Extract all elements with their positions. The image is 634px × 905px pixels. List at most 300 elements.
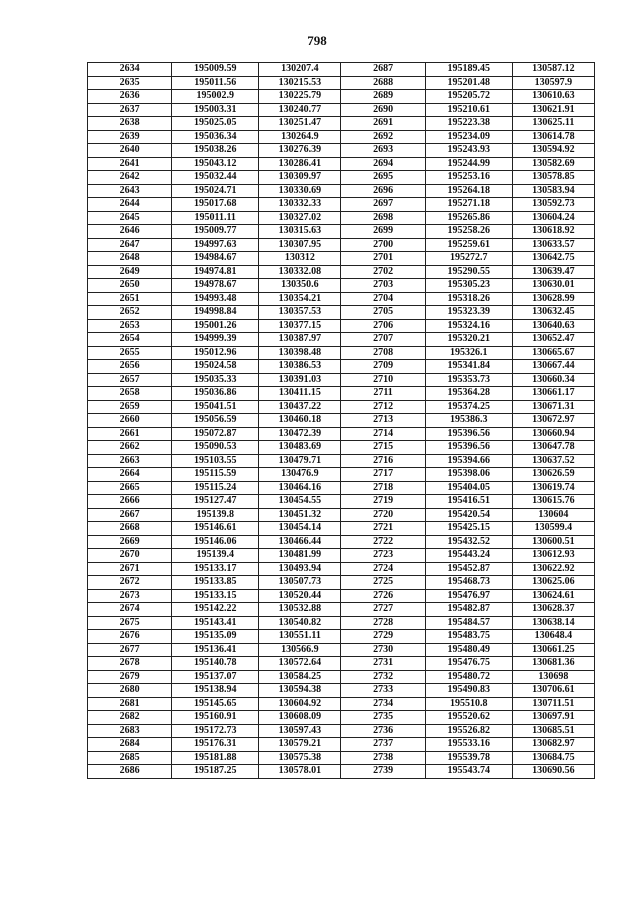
x-coordinate-cell: 195136.41 xyxy=(172,643,259,657)
point-number-cell: 2719 xyxy=(341,495,425,509)
x-coordinate-cell: 195482.87 xyxy=(425,603,512,617)
y-coordinate-cell: 130584.25 xyxy=(259,670,341,684)
x-coordinate-cell: 195137.07 xyxy=(172,670,259,684)
y-coordinate-cell: 130572.64 xyxy=(259,657,341,671)
x-coordinate-cell: 195480.72 xyxy=(425,670,512,684)
table-row xyxy=(88,171,595,185)
table-row xyxy=(88,184,595,198)
y-coordinate-cell: 130628.99 xyxy=(512,292,594,306)
point-number-cell: 2654 xyxy=(88,333,172,347)
y-coordinate-cell: 130681.36 xyxy=(512,657,594,671)
point-number-cell: 2720 xyxy=(341,508,425,522)
point-number-cell: 2646 xyxy=(88,225,172,239)
y-coordinate-cell: 130599.4 xyxy=(512,522,594,536)
point-number-cell: 2698 xyxy=(341,211,425,225)
table-row xyxy=(88,657,595,671)
y-coordinate-cell: 130667.44 xyxy=(512,360,594,374)
x-coordinate-cell: 195176.31 xyxy=(172,738,259,752)
point-number-cell: 2639 xyxy=(88,130,172,144)
x-coordinate-cell: 195223.38 xyxy=(425,117,512,131)
x-coordinate-cell: 195386.3 xyxy=(425,414,512,428)
point-number-cell: 2691 xyxy=(341,117,425,131)
y-coordinate-cell: 130682.97 xyxy=(512,738,594,752)
x-coordinate-cell: 195305.23 xyxy=(425,279,512,293)
point-number-cell: 2657 xyxy=(88,373,172,387)
point-number-cell: 2718 xyxy=(341,481,425,495)
point-number-cell: 2722 xyxy=(341,535,425,549)
x-coordinate-cell: 195205.72 xyxy=(425,90,512,104)
x-coordinate-cell: 195416.51 xyxy=(425,495,512,509)
point-number-cell: 2649 xyxy=(88,265,172,279)
y-coordinate-cell: 130483.69 xyxy=(259,441,341,455)
y-coordinate-cell: 130597.43 xyxy=(259,724,341,738)
y-coordinate-cell: 130578.01 xyxy=(259,765,341,779)
point-number-cell: 2642 xyxy=(88,171,172,185)
point-number-cell: 2700 xyxy=(341,238,425,252)
table-row xyxy=(88,643,595,657)
y-coordinate-cell: 130625.06 xyxy=(512,576,594,590)
y-coordinate-cell: 130583.94 xyxy=(512,184,594,198)
point-number-cell: 2686 xyxy=(88,765,172,779)
point-number-cell: 2692 xyxy=(341,130,425,144)
x-coordinate-cell: 195187.25 xyxy=(172,765,259,779)
x-coordinate-cell: 195510.8 xyxy=(425,697,512,711)
y-coordinate-cell: 130608.09 xyxy=(259,711,341,725)
y-coordinate-cell: 130437.22 xyxy=(259,400,341,414)
table-row xyxy=(88,90,595,104)
y-coordinate-cell: 130604 xyxy=(512,508,594,522)
point-number-cell: 2717 xyxy=(341,468,425,482)
y-coordinate-cell: 130660.94 xyxy=(512,427,594,441)
point-number-cell: 2734 xyxy=(341,697,425,711)
y-coordinate-cell: 130460.18 xyxy=(259,414,341,428)
point-number-cell: 2635 xyxy=(88,76,172,90)
point-number-cell: 2674 xyxy=(88,603,172,617)
point-number-cell: 2704 xyxy=(341,292,425,306)
point-number-cell: 2703 xyxy=(341,279,425,293)
y-coordinate-cell: 130307.95 xyxy=(259,238,341,252)
y-coordinate-cell: 130697.91 xyxy=(512,711,594,725)
x-coordinate-cell: 195396.56 xyxy=(425,427,512,441)
y-coordinate-cell: 130276.39 xyxy=(259,144,341,158)
y-coordinate-cell: 130286.41 xyxy=(259,157,341,171)
table-row xyxy=(88,252,595,266)
y-coordinate-cell: 130639.47 xyxy=(512,265,594,279)
point-number-cell: 2650 xyxy=(88,279,172,293)
table-row xyxy=(88,549,595,563)
point-number-cell: 2687 xyxy=(341,63,425,77)
y-coordinate-cell: 130618.92 xyxy=(512,225,594,239)
y-coordinate-cell: 130652.47 xyxy=(512,333,594,347)
point-number-cell: 2678 xyxy=(88,657,172,671)
y-coordinate-cell: 130551.11 xyxy=(259,630,341,644)
x-coordinate-cell: 195374.25 xyxy=(425,400,512,414)
point-number-cell: 2656 xyxy=(88,360,172,374)
x-coordinate-cell: 195468.73 xyxy=(425,576,512,590)
y-coordinate-cell: 130411.15 xyxy=(259,387,341,401)
point-number-cell: 2730 xyxy=(341,643,425,657)
y-coordinate-cell: 130648.4 xyxy=(512,630,594,644)
x-coordinate-cell: 194997.63 xyxy=(172,238,259,252)
table-row xyxy=(88,63,595,77)
x-coordinate-cell: 195138.94 xyxy=(172,684,259,698)
y-coordinate-cell: 130454.14 xyxy=(259,522,341,536)
point-number-cell: 2671 xyxy=(88,562,172,576)
y-coordinate-cell: 130622.92 xyxy=(512,562,594,576)
table-row xyxy=(88,670,595,684)
table-row xyxy=(88,130,595,144)
point-number-cell: 2643 xyxy=(88,184,172,198)
y-coordinate-cell: 130215.53 xyxy=(259,76,341,90)
table-row xyxy=(88,400,595,414)
x-coordinate-cell: 195398.06 xyxy=(425,468,512,482)
y-coordinate-cell: 130466.44 xyxy=(259,535,341,549)
x-coordinate-cell: 195326.1 xyxy=(425,346,512,360)
table-row xyxy=(88,711,595,725)
point-number-cell: 2733 xyxy=(341,684,425,698)
point-number-cell: 2708 xyxy=(341,346,425,360)
y-coordinate-cell: 130626.59 xyxy=(512,468,594,482)
point-number-cell: 2701 xyxy=(341,252,425,266)
x-coordinate-cell: 195038.26 xyxy=(172,144,259,158)
x-coordinate-cell: 195394.66 xyxy=(425,454,512,468)
x-coordinate-cell: 195320.21 xyxy=(425,333,512,347)
point-number-cell: 2712 xyxy=(341,400,425,414)
point-number-cell: 2736 xyxy=(341,724,425,738)
point-number-cell: 2647 xyxy=(88,238,172,252)
table-row xyxy=(88,765,595,779)
x-coordinate-cell: 195140.78 xyxy=(172,657,259,671)
x-coordinate-cell: 195133.17 xyxy=(172,562,259,576)
point-number-cell: 2677 xyxy=(88,643,172,657)
x-coordinate-cell: 195234.09 xyxy=(425,130,512,144)
x-coordinate-cell: 195533.16 xyxy=(425,738,512,752)
point-number-cell: 2666 xyxy=(88,495,172,509)
coordinates-table-body xyxy=(88,63,595,779)
y-coordinate-cell: 130661.25 xyxy=(512,643,594,657)
point-number-cell: 2702 xyxy=(341,265,425,279)
point-number-cell: 2644 xyxy=(88,198,172,212)
y-coordinate-cell: 130312 xyxy=(259,252,341,266)
y-coordinate-cell: 130207.4 xyxy=(259,63,341,77)
point-number-cell: 2648 xyxy=(88,252,172,266)
y-coordinate-cell: 130594.92 xyxy=(512,144,594,158)
x-coordinate-cell: 195244.99 xyxy=(425,157,512,171)
y-coordinate-cell: 130685.51 xyxy=(512,724,594,738)
table-row xyxy=(88,468,595,482)
point-number-cell: 2728 xyxy=(341,616,425,630)
x-coordinate-cell: 195160.91 xyxy=(172,711,259,725)
x-coordinate-cell: 195253.16 xyxy=(425,171,512,185)
y-coordinate-cell: 130661.17 xyxy=(512,387,594,401)
point-number-cell: 2662 xyxy=(88,441,172,455)
y-coordinate-cell: 130520.44 xyxy=(259,589,341,603)
x-coordinate-cell: 194999.39 xyxy=(172,333,259,347)
y-coordinate-cell: 130610.63 xyxy=(512,90,594,104)
table-row xyxy=(88,360,595,374)
x-coordinate-cell: 195032.44 xyxy=(172,171,259,185)
table-row xyxy=(88,630,595,644)
y-coordinate-cell: 130398.48 xyxy=(259,346,341,360)
x-coordinate-cell: 195142.22 xyxy=(172,603,259,617)
y-coordinate-cell: 130315.63 xyxy=(259,225,341,239)
x-coordinate-cell: 195002.9 xyxy=(172,90,259,104)
y-coordinate-cell: 130578.85 xyxy=(512,171,594,185)
table-row xyxy=(88,157,595,171)
y-coordinate-cell: 130357.53 xyxy=(259,306,341,320)
x-coordinate-cell: 195341.84 xyxy=(425,360,512,374)
y-coordinate-cell: 130464.16 xyxy=(259,481,341,495)
y-coordinate-cell: 130615.76 xyxy=(512,495,594,509)
point-number-cell: 2735 xyxy=(341,711,425,725)
y-coordinate-cell: 130350.6 xyxy=(259,279,341,293)
x-coordinate-cell: 195056.59 xyxy=(172,414,259,428)
x-coordinate-cell: 195452.87 xyxy=(425,562,512,576)
table-row xyxy=(88,292,595,306)
point-number-cell: 2651 xyxy=(88,292,172,306)
x-coordinate-cell: 195003.31 xyxy=(172,103,259,117)
point-number-cell: 2655 xyxy=(88,346,172,360)
x-coordinate-cell: 195396.56 xyxy=(425,441,512,455)
table-row xyxy=(88,306,595,320)
point-number-cell: 2725 xyxy=(341,576,425,590)
x-coordinate-cell: 195539.78 xyxy=(425,751,512,765)
y-coordinate-cell: 130660.34 xyxy=(512,373,594,387)
x-coordinate-cell: 195258.26 xyxy=(425,225,512,239)
point-number-cell: 2706 xyxy=(341,319,425,333)
point-number-cell: 2638 xyxy=(88,117,172,131)
y-coordinate-cell: 130642.75 xyxy=(512,252,594,266)
y-coordinate-cell: 130711.51 xyxy=(512,697,594,711)
x-coordinate-cell: 195025.05 xyxy=(172,117,259,131)
y-coordinate-cell: 130706.61 xyxy=(512,684,594,698)
x-coordinate-cell: 195420.54 xyxy=(425,508,512,522)
point-number-cell: 2726 xyxy=(341,589,425,603)
x-coordinate-cell: 195143.41 xyxy=(172,616,259,630)
table-row xyxy=(88,211,595,225)
y-coordinate-cell: 130604.24 xyxy=(512,211,594,225)
y-coordinate-cell: 130240.77 xyxy=(259,103,341,117)
table-row xyxy=(88,738,595,752)
table-row xyxy=(88,589,595,603)
table-row xyxy=(88,441,595,455)
table-row xyxy=(88,76,595,90)
point-number-cell: 2711 xyxy=(341,387,425,401)
table-row xyxy=(88,562,595,576)
point-number-cell: 2723 xyxy=(341,549,425,563)
x-coordinate-cell: 195036.34 xyxy=(172,130,259,144)
x-coordinate-cell: 195272.7 xyxy=(425,252,512,266)
table-row xyxy=(88,454,595,468)
y-coordinate-cell: 130619.74 xyxy=(512,481,594,495)
x-coordinate-cell: 195115.24 xyxy=(172,481,259,495)
table-row xyxy=(88,522,595,536)
y-coordinate-cell: 130386.53 xyxy=(259,360,341,374)
x-coordinate-cell: 194984.67 xyxy=(172,252,259,266)
y-coordinate-cell: 130493.94 xyxy=(259,562,341,576)
y-coordinate-cell: 130592.73 xyxy=(512,198,594,212)
table-row xyxy=(88,414,595,428)
point-number-cell: 2667 xyxy=(88,508,172,522)
x-coordinate-cell: 194978.67 xyxy=(172,279,259,293)
point-number-cell: 2697 xyxy=(341,198,425,212)
x-coordinate-cell: 195011.11 xyxy=(172,211,259,225)
point-number-cell: 2661 xyxy=(88,427,172,441)
x-coordinate-cell: 195271.18 xyxy=(425,198,512,212)
x-coordinate-cell: 195432.52 xyxy=(425,535,512,549)
point-number-cell: 2714 xyxy=(341,427,425,441)
point-number-cell: 2668 xyxy=(88,522,172,536)
table-row xyxy=(88,117,595,131)
y-coordinate-cell: 130612.93 xyxy=(512,549,594,563)
y-coordinate-cell: 130672.97 xyxy=(512,414,594,428)
y-coordinate-cell: 130647.78 xyxy=(512,441,594,455)
point-number-cell: 2660 xyxy=(88,414,172,428)
y-coordinate-cell: 130582.69 xyxy=(512,157,594,171)
y-coordinate-cell: 130532.88 xyxy=(259,603,341,617)
x-coordinate-cell: 195181.88 xyxy=(172,751,259,765)
table-row xyxy=(88,508,595,522)
y-coordinate-cell: 130566.9 xyxy=(259,643,341,657)
x-coordinate-cell: 195145.65 xyxy=(172,697,259,711)
x-coordinate-cell: 195090.53 xyxy=(172,441,259,455)
y-coordinate-cell: 130637.52 xyxy=(512,454,594,468)
x-coordinate-cell: 195480.49 xyxy=(425,643,512,657)
x-coordinate-cell: 195318.26 xyxy=(425,292,512,306)
table-row xyxy=(88,103,595,117)
y-coordinate-cell: 130251.47 xyxy=(259,117,341,131)
x-coordinate-cell: 195265.86 xyxy=(425,211,512,225)
point-number-cell: 2680 xyxy=(88,684,172,698)
point-number-cell: 2696 xyxy=(341,184,425,198)
point-number-cell: 2637 xyxy=(88,103,172,117)
x-coordinate-cell: 195041.51 xyxy=(172,400,259,414)
y-coordinate-cell: 130690.56 xyxy=(512,765,594,779)
point-number-cell: 2693 xyxy=(341,144,425,158)
x-coordinate-cell: 195259.61 xyxy=(425,238,512,252)
point-number-cell: 2715 xyxy=(341,441,425,455)
x-coordinate-cell: 195243.93 xyxy=(425,144,512,158)
x-coordinate-cell: 195323.39 xyxy=(425,306,512,320)
x-coordinate-cell: 195024.58 xyxy=(172,360,259,374)
point-number-cell: 2724 xyxy=(341,562,425,576)
x-coordinate-cell: 195483.75 xyxy=(425,630,512,644)
point-number-cell: 2695 xyxy=(341,171,425,185)
table-row xyxy=(88,387,595,401)
x-coordinate-cell: 195115.59 xyxy=(172,468,259,482)
y-coordinate-cell: 130454.55 xyxy=(259,495,341,509)
point-number-cell: 2683 xyxy=(88,724,172,738)
y-coordinate-cell: 130684.75 xyxy=(512,751,594,765)
y-coordinate-cell: 130540.82 xyxy=(259,616,341,630)
x-coordinate-cell: 195001.26 xyxy=(172,319,259,333)
point-number-cell: 2716 xyxy=(341,454,425,468)
point-number-cell: 2652 xyxy=(88,306,172,320)
y-coordinate-cell: 130614.78 xyxy=(512,130,594,144)
x-coordinate-cell: 195024.71 xyxy=(172,184,259,198)
table-row xyxy=(88,346,595,360)
y-coordinate-cell: 130264.9 xyxy=(259,130,341,144)
x-coordinate-cell: 195189.45 xyxy=(425,63,512,77)
x-coordinate-cell: 194974.81 xyxy=(172,265,259,279)
table-row xyxy=(88,333,595,347)
point-number-cell: 2679 xyxy=(88,670,172,684)
point-number-cell: 2675 xyxy=(88,616,172,630)
point-number-cell: 2641 xyxy=(88,157,172,171)
x-coordinate-cell: 195353.73 xyxy=(425,373,512,387)
point-number-cell: 2653 xyxy=(88,319,172,333)
y-coordinate-cell: 130698 xyxy=(512,670,594,684)
point-number-cell: 2738 xyxy=(341,751,425,765)
point-number-cell: 2676 xyxy=(88,630,172,644)
point-number-cell: 2669 xyxy=(88,535,172,549)
point-number-cell: 2664 xyxy=(88,468,172,482)
point-number-cell: 2658 xyxy=(88,387,172,401)
table-row xyxy=(88,238,595,252)
y-coordinate-cell: 130377.15 xyxy=(259,319,341,333)
point-number-cell: 2670 xyxy=(88,549,172,563)
y-coordinate-cell: 130507.73 xyxy=(259,576,341,590)
y-coordinate-cell: 130621.91 xyxy=(512,103,594,117)
x-coordinate-cell: 195324.16 xyxy=(425,319,512,333)
x-coordinate-cell: 195009.59 xyxy=(172,63,259,77)
point-number-cell: 2645 xyxy=(88,211,172,225)
point-number-cell: 2636 xyxy=(88,90,172,104)
point-number-cell: 2713 xyxy=(341,414,425,428)
point-number-cell: 2707 xyxy=(341,333,425,347)
y-coordinate-cell: 130640.63 xyxy=(512,319,594,333)
point-number-cell: 2727 xyxy=(341,603,425,617)
x-coordinate-cell: 195036.86 xyxy=(172,387,259,401)
y-coordinate-cell: 130625.11 xyxy=(512,117,594,131)
y-coordinate-cell: 130597.9 xyxy=(512,76,594,90)
y-coordinate-cell: 130628.37 xyxy=(512,603,594,617)
x-coordinate-cell: 195264.18 xyxy=(425,184,512,198)
y-coordinate-cell: 130633.57 xyxy=(512,238,594,252)
point-number-cell: 2681 xyxy=(88,697,172,711)
x-coordinate-cell: 195011.56 xyxy=(172,76,259,90)
table-row xyxy=(88,144,595,158)
x-coordinate-cell: 195146.06 xyxy=(172,535,259,549)
y-coordinate-cell: 130630.01 xyxy=(512,279,594,293)
y-coordinate-cell: 130632.45 xyxy=(512,306,594,320)
table-row xyxy=(88,576,595,590)
coordinates-table xyxy=(87,62,595,779)
y-coordinate-cell: 130354.21 xyxy=(259,292,341,306)
x-coordinate-cell: 195210.61 xyxy=(425,103,512,117)
x-coordinate-cell: 195543.74 xyxy=(425,765,512,779)
y-coordinate-cell: 130665.67 xyxy=(512,346,594,360)
point-number-cell: 2665 xyxy=(88,481,172,495)
x-coordinate-cell: 194993.48 xyxy=(172,292,259,306)
table-row xyxy=(88,198,595,212)
table-row xyxy=(88,481,595,495)
x-coordinate-cell: 195490.83 xyxy=(425,684,512,698)
x-coordinate-cell: 195425.15 xyxy=(425,522,512,536)
x-coordinate-cell: 195526.82 xyxy=(425,724,512,738)
table-row xyxy=(88,225,595,239)
point-number-cell: 2710 xyxy=(341,373,425,387)
table-row xyxy=(88,427,595,441)
x-coordinate-cell: 195484.57 xyxy=(425,616,512,630)
x-coordinate-cell: 195043.12 xyxy=(172,157,259,171)
table-row xyxy=(88,265,595,279)
x-coordinate-cell: 195172.73 xyxy=(172,724,259,738)
x-coordinate-cell: 195133.15 xyxy=(172,589,259,603)
table-row xyxy=(88,373,595,387)
x-coordinate-cell: 195520.62 xyxy=(425,711,512,725)
point-number-cell: 2690 xyxy=(341,103,425,117)
